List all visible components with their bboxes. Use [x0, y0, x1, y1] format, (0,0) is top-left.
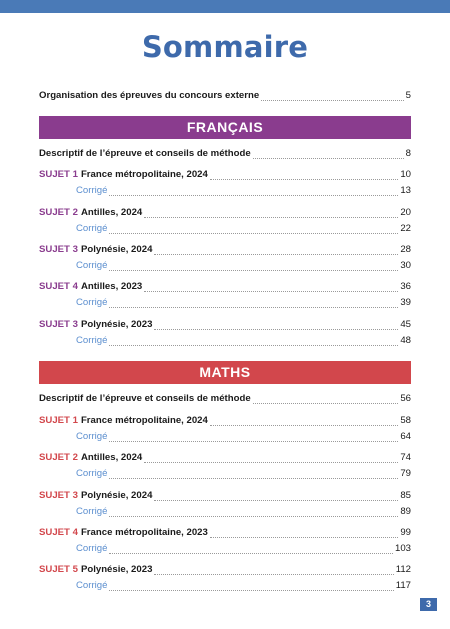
- sujet-tag: SUJET 3: [39, 319, 78, 330]
- toc-entry-corrige[interactable]: [76, 542, 411, 556]
- toc-entry-page: 85: [400, 490, 411, 501]
- dot-leader: [144, 217, 398, 218]
- dot-leader: [144, 291, 398, 292]
- sujet-name: France métropolitaine, 2023: [80, 527, 208, 538]
- toc-entry-page: 112: [395, 564, 411, 575]
- corrige-label: Corrigé: [76, 543, 108, 554]
- toc-entry-sujet[interactable]: [39, 206, 411, 220]
- toc-entry-sujet[interactable]: [39, 489, 411, 503]
- toc-entry-corrige[interactable]: [76, 579, 411, 593]
- toc-entry-label: Descriptif de l’épreuve et conseils de méthode: [39, 393, 251, 404]
- toc-entry-page: 79: [400, 468, 411, 479]
- toc-entry-corrige[interactable]: [76, 184, 411, 198]
- dot-leader: [109, 590, 393, 591]
- toc-entry-sujet[interactable]: [39, 280, 411, 294]
- toc-entry-sujet[interactable]: [39, 243, 411, 257]
- toc-entry-corrige[interactable]: [76, 222, 411, 236]
- sujet-tag: SUJET 1: [39, 415, 78, 426]
- sujet-name: France métropolitaine, 2024: [80, 169, 208, 180]
- toc-entry-sujet[interactable]: [39, 318, 411, 332]
- dot-leader: [154, 329, 398, 330]
- sujet-name: Polynésie, 2023: [80, 564, 153, 575]
- toc-entry-corrige[interactable]: [76, 334, 411, 348]
- header-band: [0, 0, 450, 13]
- dot-leader: [109, 441, 398, 442]
- sujet-name: France métropolitaine, 2024: [80, 415, 208, 426]
- toc-entry-page: 117: [395, 580, 411, 591]
- dot-leader: [253, 158, 404, 159]
- dot-leader: [154, 574, 393, 575]
- toc-entry-page: 103: [394, 543, 411, 554]
- page-number: 3: [420, 598, 437, 611]
- toc-entry-page: 5: [405, 90, 411, 101]
- corrige-label: Corrigé: [76, 431, 108, 442]
- sujet-name: Polynésie, 2024: [80, 244, 153, 255]
- toc-entry-label: Organisation des épreuves du concours externe: [39, 90, 260, 101]
- toc-entry-page: 13: [400, 185, 411, 196]
- sujet-tag: SUJET 2: [39, 452, 78, 463]
- toc-entry-page: 64: [400, 431, 411, 442]
- dot-leader: [109, 516, 398, 517]
- toc-entry-sujet[interactable]: [39, 526, 411, 540]
- toc-entry-page: 20: [400, 207, 411, 218]
- toc-entry-page: 74: [400, 452, 411, 463]
- toc-entry-sujet[interactable]: [39, 414, 411, 428]
- sujet-name: Antilles, 2024: [80, 452, 143, 463]
- toc-entry-corrige[interactable]: [76, 467, 411, 481]
- toc-entry-sujet[interactable]: [39, 168, 411, 182]
- sujet-tag: SUJET 3: [39, 244, 78, 255]
- dot-leader: [109, 195, 398, 196]
- dot-leader: [154, 254, 398, 255]
- sujet-tag: SUJET 4: [39, 281, 78, 292]
- dot-leader: [154, 500, 398, 501]
- toc-entry-corrige[interactable]: [76, 259, 411, 273]
- corrige-label: Corrigé: [76, 580, 108, 591]
- sujet-name: Antilles, 2024: [80, 207, 143, 218]
- toc-entry-descriptif-maths[interactable]: [39, 392, 411, 406]
- sujet-name: Antilles, 2023: [80, 281, 143, 292]
- corrige-label: Corrigé: [76, 260, 108, 271]
- toc-entry-descriptif-francais[interactable]: [39, 147, 411, 161]
- toc-entry-page: 48: [400, 335, 411, 346]
- toc-entry-page: 45: [400, 319, 411, 330]
- sujet-tag: SUJET 3: [39, 490, 78, 501]
- page-title: Sommaire: [141, 30, 309, 64]
- toc-entry-page: 56: [400, 393, 411, 404]
- corrige-label: Corrigé: [76, 335, 108, 346]
- dot-leader: [210, 179, 398, 180]
- sujet-tag: SUJET 4: [39, 527, 78, 538]
- dot-leader: [144, 462, 398, 463]
- dot-leader: [210, 425, 398, 426]
- toc-entry-page: 89: [400, 506, 411, 517]
- corrige-label: Corrigé: [76, 223, 108, 234]
- sujet-name: Polynésie, 2023: [80, 319, 153, 330]
- toc-entry-corrige[interactable]: [76, 505, 411, 519]
- section-banner-francais: FRANÇAIS: [39, 116, 411, 139]
- toc-entry-page: 39: [400, 297, 411, 308]
- sujet-tag: SUJET 2: [39, 207, 78, 218]
- sujet-tag: SUJET 1: [39, 169, 78, 180]
- toc-entry-page: 36: [400, 281, 411, 292]
- toc-entry-corrige[interactable]: [76, 296, 411, 310]
- dot-leader: [261, 100, 403, 101]
- toc-entry-page: 22: [400, 223, 411, 234]
- toc-entry-corrige[interactable]: [76, 430, 411, 444]
- sujet-tag: SUJET 5: [39, 564, 78, 575]
- corrige-label: Corrigé: [76, 506, 108, 517]
- toc-entry-sujet[interactable]: [39, 451, 411, 465]
- corrige-label: Corrigé: [76, 185, 108, 196]
- dot-leader: [109, 553, 393, 554]
- dot-leader: [109, 345, 398, 346]
- toc-entry-page: 58: [400, 415, 411, 426]
- toc-entry-page: 28: [400, 244, 411, 255]
- corrige-label: Corrigé: [76, 468, 108, 479]
- toc-entry-sujet[interactable]: [39, 563, 411, 577]
- dot-leader: [109, 307, 398, 308]
- toc-entry-label: Descriptif de l’épreuve et conseils de méthode: [39, 148, 251, 159]
- dot-leader: [210, 537, 398, 538]
- dot-leader: [253, 403, 399, 404]
- dot-leader: [109, 478, 398, 479]
- corrige-label: Corrigé: [76, 297, 108, 308]
- dot-leader: [109, 270, 398, 271]
- sujet-name: Polynésie, 2024: [80, 490, 153, 501]
- toc-entry-page: 10: [400, 169, 411, 180]
- toc-entry-organisation[interactable]: [39, 89, 411, 103]
- toc-entry-page: 30: [400, 260, 411, 271]
- toc-entry-page: 99: [400, 527, 411, 538]
- toc-entry-page: 8: [405, 148, 411, 159]
- dot-leader: [109, 233, 398, 234]
- section-banner-maths: MATHS: [39, 361, 411, 384]
